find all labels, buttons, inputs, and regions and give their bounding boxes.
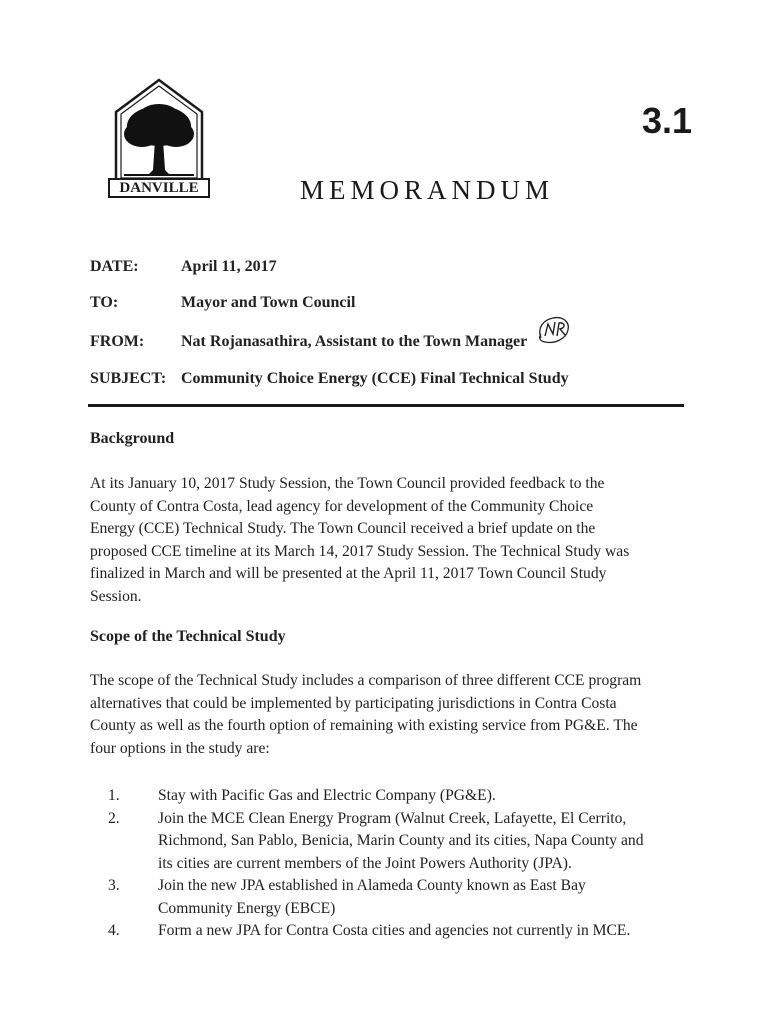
list-item: 1. Stay with Pacific Gas and Electric Company (PG&E). (108, 787, 496, 804)
scope-paragraph: The scope of the Technical Study includes a comparison of three different CCE program alternatives that could be implemented by participating jurisdictions in Contra Costa County as well as the fourth option of remaining with existing service from PG&E. The four options in the study are: (90, 672, 642, 757)
page-title: MEMORANDUM (300, 175, 555, 205)
list-item: 2. Join the MCE Clean Energy Program (Walnut Creek, Lafayette, El Cerrito, Richmond, San Pablo, Benicia, Marin County and its cities, Napa County and its cities are current members of the Joint Powers Authority (JPA). (108, 809, 644, 872)
field-label: TO: (90, 294, 119, 311)
field-value: Mayor and Town Council (181, 294, 356, 311)
list-item: 4. Form a new JPA for Contra Costa cities and agencies not currently in MCE. (108, 922, 631, 939)
section-heading-scope: Scope of the Technical Study (90, 628, 286, 645)
section-heading-background: Background (90, 430, 175, 447)
handwritten-initials-mark (535, 314, 573, 348)
field-label: FROM: (90, 333, 145, 350)
field-label: DATE: (90, 258, 139, 275)
field-value: Nat Rojanasathira, Assistant to the Town Manager (181, 333, 528, 350)
options-list (90, 785, 690, 943)
header-divider (88, 404, 684, 407)
agenda-item-number: 3.1 (641, 100, 692, 141)
background-paragraph: At its January 10, 2017 Study Session, the Town Council provided feedback to the County of Contra Costa, lead agency for development of the Community Choice Energy (CCE) Technical Study. The Town Council received a brief update on the proposed CCE timeline at its March 14, 2017 Study Session. The Technical Study was finalized in March and will be presented at the April 11, 2017 Town Council Study Session. (90, 475, 630, 605)
field-value: April 11, 2017 (181, 258, 277, 275)
logo-label: DANVILLE (108, 178, 210, 198)
field-value: Community Choice Energy (CCE) Final Technical Study (181, 370, 569, 387)
list-item: 3. Join the new JPA established in Alameda County known as East Bay Community Energy (EBCE) (108, 877, 586, 917)
field-label: SUBJECT: (90, 370, 167, 387)
